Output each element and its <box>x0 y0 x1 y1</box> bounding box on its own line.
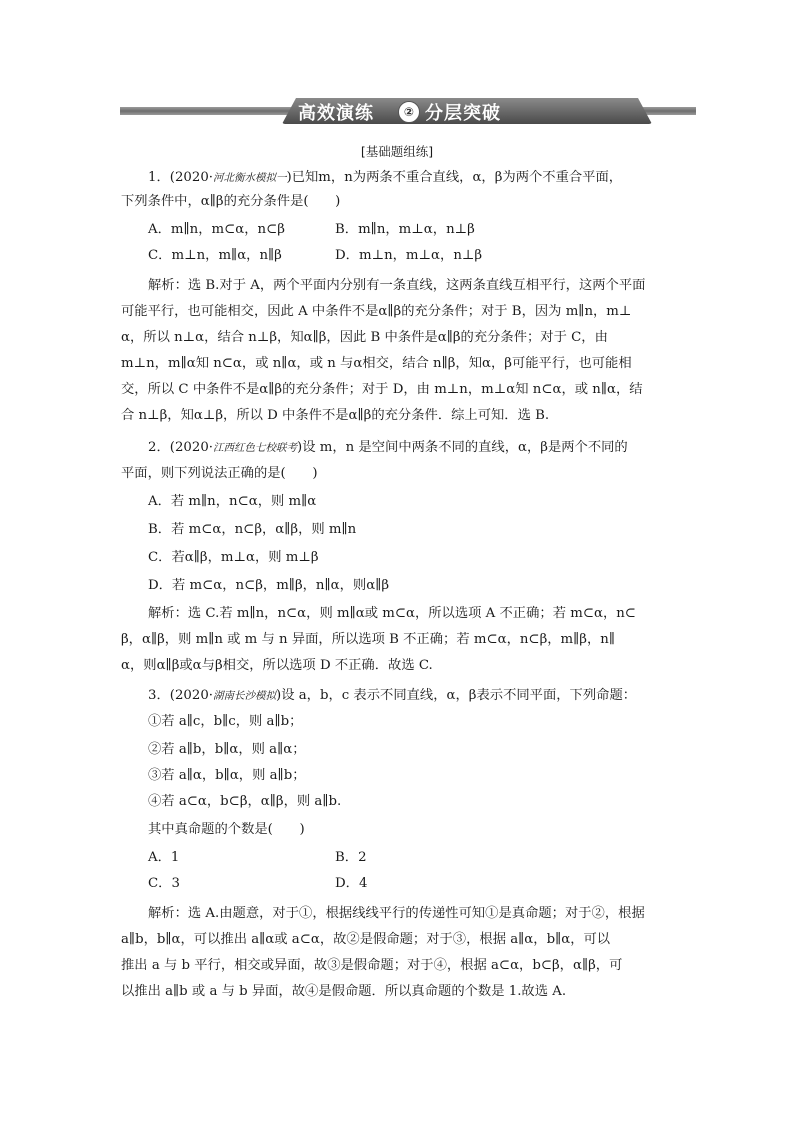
q3-ask: 其中真命题的个数是( ) <box>148 822 305 837</box>
q2-option-d: D．若 m⊂α，n⊂β，m∥β，n∥α，则α∥β <box>148 578 390 593</box>
q3-option-d: D．4 <box>335 876 368 891</box>
q3-analysis-line: a∥b，b∥α，可以推出 a∥α或 a⊂α，故②是假命题；对于③，根据 a∥α，b∥α，可以 <box>121 932 611 947</box>
q2-head: 2．(2020·江西红色七校联考)设 m，n 是空间中两条不同的直线，α，β是两个不同的 <box>148 440 628 455</box>
q1-analysis-line: 交，所以 C 中条件不是α∥β的充分条件；对于 D，由 m⊥n，m⊥α知 n⊂α，或 n∥α，结 <box>121 382 643 397</box>
q3-analysis-line: 推出 a 与 b 平行，相交或异面，故③是假命题；对于④，根据 a⊂α，b⊂β，α∥β，可 <box>121 958 623 973</box>
q3-analysis-line: 解析：选 A.由题意，对于①，根据线线平行的传递性可知①是真命题；对于②，根据 <box>148 906 645 921</box>
q3-option-b: B．2 <box>335 850 367 865</box>
q3-proposition: ②若 a∥b，b∥α，则 a∥α； <box>148 742 306 757</box>
q2-analysis-line: 解析：选 C.若 m∥n，n⊂α，则 m∥α或 m⊂α，所以选项 A 不正确；若 m⊂α，n⊂ <box>148 606 636 621</box>
section-banner <box>120 98 696 124</box>
q2-option-c: C．若α∥β，m⊥α，则 m⊥β <box>148 550 319 565</box>
q3-head: 3．(2020·湖南长沙模拟)设 a，b，c 表示不同直线，α，β表示不同平面，下列命题： <box>148 688 637 703</box>
section-title: [基础题组练] <box>360 144 434 159</box>
q3-proposition: ①若 a∥c，b∥c，则 a∥b； <box>148 714 303 729</box>
q2-option-b: B．若 m⊂α，n⊂β，α∥β，则 m∥n <box>148 522 357 537</box>
q1-option-a: A．m∥n，m⊂α，n⊂β <box>148 222 285 237</box>
q3-source: 湖南长沙模拟 <box>213 690 277 702</box>
q1-line2: 下列条件中，α∥β的充分条件是( ) <box>121 194 341 209</box>
q2-option-a: A．若 m∥n，n⊂α，则 m∥α <box>148 494 317 509</box>
q3-option-a: A．1 <box>148 850 180 865</box>
q3-proposition: ③若 a∥α，b∥α，则 a∥b； <box>148 768 306 783</box>
q1-source: 河北衡水模拟一 <box>213 172 287 184</box>
q3-proposition: ④若 a⊂α，b⊂β，α∥β，则 a∥b. <box>148 794 342 809</box>
q1-analysis-line: 合 n⊥β，知α⊥β，所以 D 中条件不是α∥β的充分条件．综上可知．选 B. <box>121 408 550 423</box>
q3-analysis-line: 以推出 a∥b 或 a 与 b 异面，故④是假命题．所以真命题的个数是 1.故选 A. <box>121 984 567 999</box>
q2-analysis-line: β，α∥β，则 m∥n 或 m 与 n 异面，所以选项 B 不正确；若 m⊂α，n⊂β，m∥β，n∥ <box>121 632 615 647</box>
q1-head: 1．(2020·河北衡水模拟一)已知m，n为两条不重合直线，α，β为两个不重合平面， <box>148 170 623 185</box>
banner-right-title: 分层突破 <box>425 103 501 124</box>
q2-analysis-line: α，则α∥β或α与β相交，所以选项 D 不正确．故选 C. <box>121 658 433 673</box>
q3-option-c: C．3 <box>148 876 180 891</box>
q2-line2: 平面，则下列说法正确的是( ) <box>121 466 318 481</box>
q1-analysis-line: m⊥n，m∥α知 n⊂α，或 n∥α，或 n 与α相交，结合 n∥β，知α，β可能平行，也可能相 <box>121 356 632 371</box>
banner-left-title: 高效演练 <box>298 103 374 124</box>
q1-option-d: D．m⊥n，m⊥α，n⊥β <box>335 248 483 263</box>
q1-option-b: B．m∥n，m⊥α，n⊥β <box>335 222 475 237</box>
q1-analysis-line: α，所以 n⊥α，结合 n⊥β，知α∥β，因此 B 中条件是α∥β的充分条件；对于 C，由 <box>121 330 608 345</box>
q2-source: 江西红色七校联考 <box>213 442 298 454</box>
q1-analysis-line: 解析：选 B.对于 A，两个平面内分别有一条直线，这两条直线互相平行，这两个平面 <box>148 278 646 293</box>
q1-analysis-line: 可能平行，也可能相交，因此 A 中条件不是α∥β的充分条件；对于 B，因为 m∥n，m⊥ <box>121 304 632 319</box>
banner-badge-icon: ② <box>398 101 420 123</box>
q1-option-c: C．m⊥n，m∥α，n∥β <box>148 248 282 263</box>
